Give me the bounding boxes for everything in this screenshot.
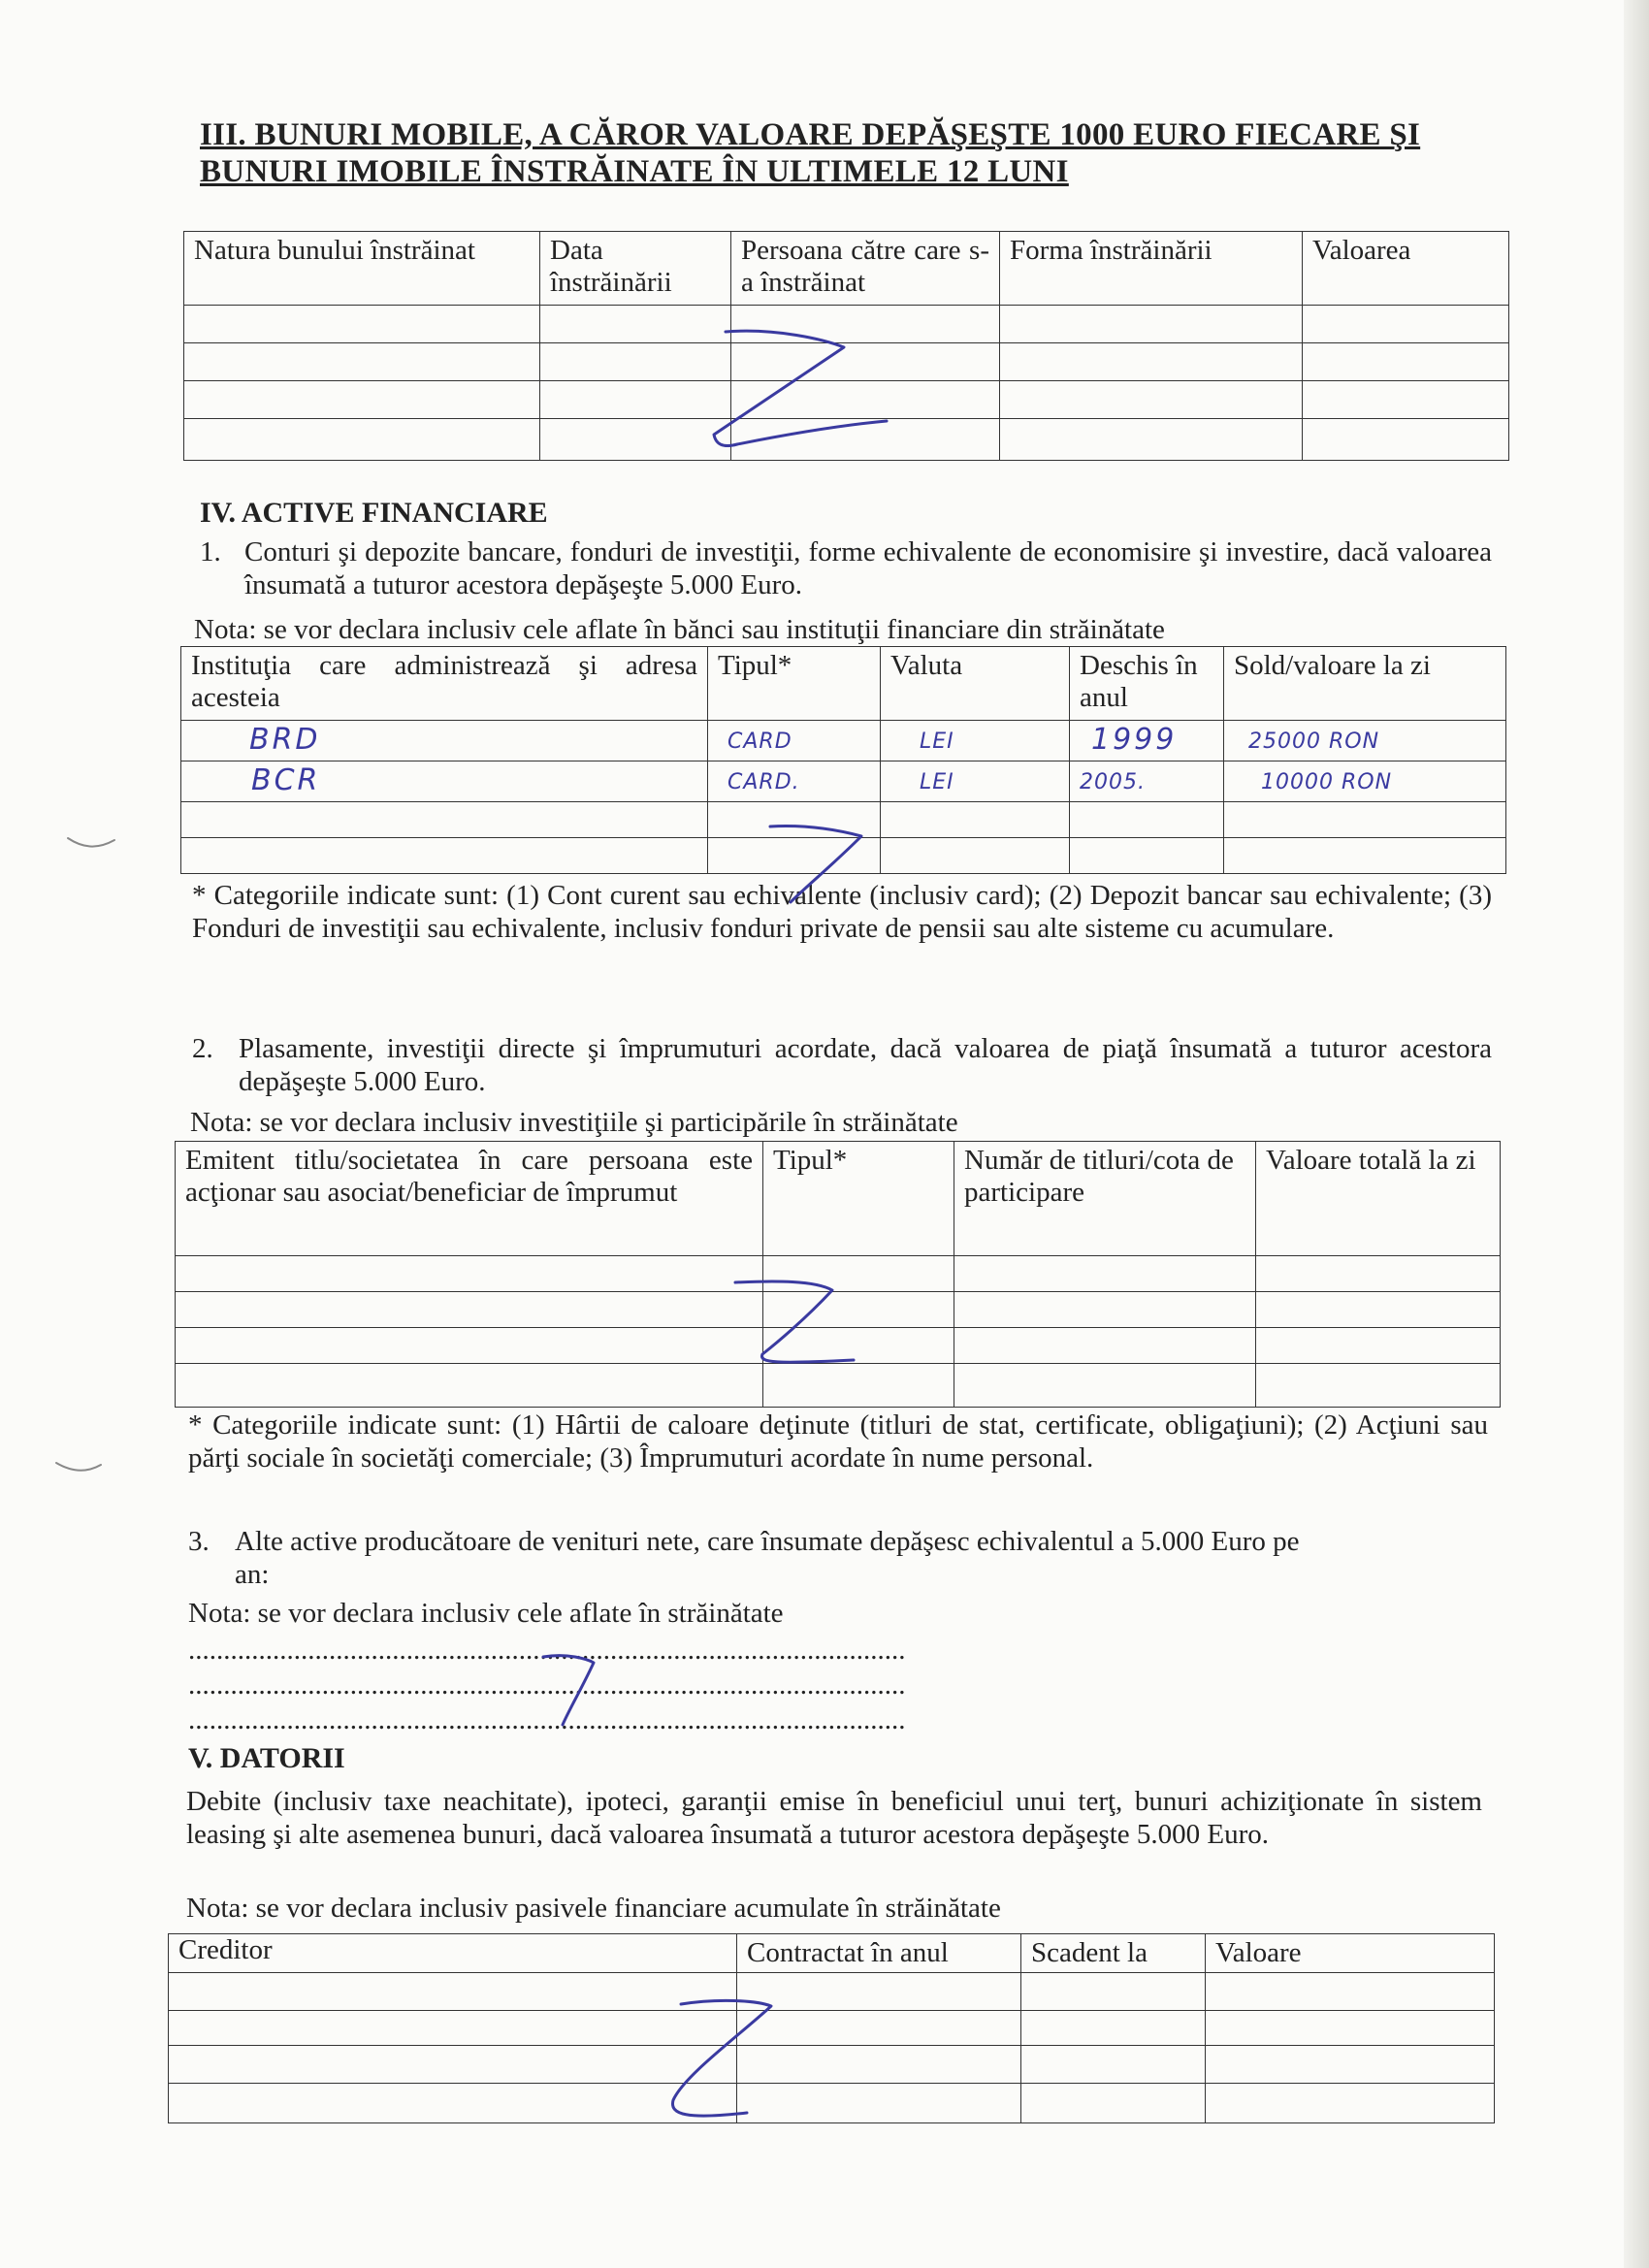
institution-cell: BCR — [251, 763, 321, 797]
header-currency: Valuta — [881, 647, 1070, 721]
table-row — [176, 1328, 1501, 1364]
item-2-text: Plasamente, investiţii directe şi împrumuturi acordate, dacă valoarea de piaţă însumată a tuturor acestora depăşeşte 5.000 Euro. — [239, 1033, 1492, 1097]
table-row — [184, 343, 1509, 381]
table-row — [176, 1292, 1501, 1328]
balance-cell: 25000 RON — [1248, 729, 1380, 754]
header-institution: Instituţia care administrează şi adresa acesteia — [181, 647, 708, 721]
item-2-footnote: * Categoriile indicate sunt: (1) Hârtii de caloare deţinute (titluri de stat, certificate, obligaţiuni); (2) Acţiuni sau părţi sociale în societăţi comerciale; (3) Împrumuturi acordate în nume personal. — [188, 1409, 1488, 1474]
header-issuer: Emitent titlu/societatea în care persoana este acţionar sau asociat/beneficiar de împrumut — [176, 1142, 763, 1256]
item-2-number: 2. — [192, 1033, 213, 1064]
header-value: Valoarea — [1303, 232, 1509, 306]
table-row — [181, 838, 1506, 874]
debts-table — [168, 1933, 1495, 2123]
scan-edge-shadow — [1624, 0, 1649, 2268]
table-row — [169, 1973, 1495, 2011]
table-row — [184, 419, 1509, 461]
bank-accounts-table — [180, 646, 1506, 874]
table-row — [176, 1364, 1501, 1408]
table-row — [181, 721, 1506, 761]
header-total-value: Valoare totală la zi — [1256, 1142, 1501, 1256]
punch-hole-mark — [68, 838, 114, 847]
item-1-note: Nota: se vor declara inclusiv cele aflate în bănci sau instituţii financiare din străinătate — [194, 614, 1165, 645]
item-3-note: Nota: se vor declara inclusiv cele aflate în străinătate — [188, 1598, 784, 1629]
punch-hole-mark — [56, 1463, 101, 1471]
table-row — [169, 2011, 1495, 2046]
currency-cell: LEI — [920, 770, 954, 794]
investments-table — [175, 1141, 1501, 1408]
table-row — [184, 306, 1509, 343]
item-1-number: 1. — [200, 536, 221, 567]
table-header-row — [184, 232, 1509, 306]
header-due-date: Scadent la — [1021, 1934, 1206, 1973]
table-row — [169, 2046, 1495, 2084]
year-cell: 2005. — [1080, 770, 1146, 794]
type-cell: CARD — [728, 729, 792, 754]
item-3-number: 3. — [188, 1526, 210, 1557]
institution-cell: BRD — [249, 723, 321, 757]
table-row — [181, 761, 1506, 802]
type-cell: CARD. — [728, 770, 800, 794]
dotted-line: ...................................................................................................... — [188, 1704, 906, 1735]
section-5-note: Nota: se vor declara inclusiv pasivele financiare acumulate în străinătate — [186, 1893, 1001, 1924]
section-4-title: IV. ACTIVE FINANCIARE — [200, 497, 548, 529]
header-balance: Sold/valoare la zi — [1224, 647, 1506, 721]
section-5-title: V. DATORII — [188, 1742, 345, 1774]
header-asset-nature: Natura bunului înstrăinat — [184, 232, 540, 306]
header-value: Valoare — [1206, 1934, 1495, 1973]
dotted-line: ...................................................................................................... — [188, 1669, 906, 1701]
header-contracted-year: Contractat în anul — [737, 1934, 1021, 1973]
table-row — [181, 802, 1506, 838]
balance-cell: 10000 RON — [1261, 770, 1393, 794]
table-header-row — [181, 647, 1506, 721]
header-opened-year: Deschis în anul — [1070, 647, 1224, 721]
alienated-assets-table — [183, 231, 1509, 461]
currency-cell: LEI — [920, 729, 954, 754]
table-header-row — [176, 1142, 1501, 1256]
dotted-line: ...................................................................................................... — [188, 1635, 906, 1666]
table-row — [184, 381, 1509, 419]
header-alienation-form: Forma înstrăinării — [1000, 232, 1303, 306]
item-1-footnote: * Categoriile indicate sunt: (1) Cont curent sau echivalente (inclusiv card); (2) Depozit bancar sau echivalente; (3) Fonduri de investiţii sau echivalente, inclusiv fonduri private de pensii sau alte sisteme cu acumulare. — [192, 880, 1492, 944]
header-creditor: Creditor — [169, 1934, 737, 1973]
item-1-text: Conturi şi depozite bancare, fonduri de investiţii, forme echivalente de economisire şi investire, dacă valoarea însumată a tuturor acestora depăşeşte 5.000 Euro. — [244, 536, 1492, 600]
table-row — [176, 1256, 1501, 1292]
header-type: Tipul* — [763, 1142, 954, 1256]
year-cell: 1999 — [1091, 723, 1178, 757]
section-3-title-line-2: BUNURI IMOBILE ÎNSTRĂINATE ÎN ULTIMELE 12 LUNI — [200, 154, 1069, 189]
header-recipient-person: Persoana către care s-a înstrăinat — [731, 232, 1000, 306]
header-shares-count: Număr de titluri/cota de participare — [954, 1142, 1256, 1256]
header-alienation-date: Data înstrăinării — [540, 232, 731, 306]
header-type: Tipul* — [708, 647, 881, 721]
item-2-note: Nota: se vor declara inclusiv investiţiile şi participările în străinătate — [190, 1107, 958, 1138]
item-3-text-line-2: an: — [235, 1559, 270, 1590]
section-3-title-line-1: III. BUNURI MOBILE, A CĂROR VALOARE DEPĂŞEŞTE 1000 EURO FIECARE ŞI — [200, 117, 1421, 152]
table-row — [169, 2084, 1495, 2123]
section-5-text: Debite (inclusiv taxe neachitate), ipoteci, garanţii emise în beneficiul unui terţ, bunuri achiziţionate în sistem leasing şi alte asemenea bunuri, dacă valoarea însumată a tuturor acestora depăşeşte 5.000 Euro. — [186, 1786, 1482, 1850]
table-header-row — [169, 1934, 1495, 1973]
item-3-text-line-1: Alte active producătoare de venituri nete, care însumate depăşesc echivalentul a 5.000 Euro pe — [235, 1526, 1300, 1557]
